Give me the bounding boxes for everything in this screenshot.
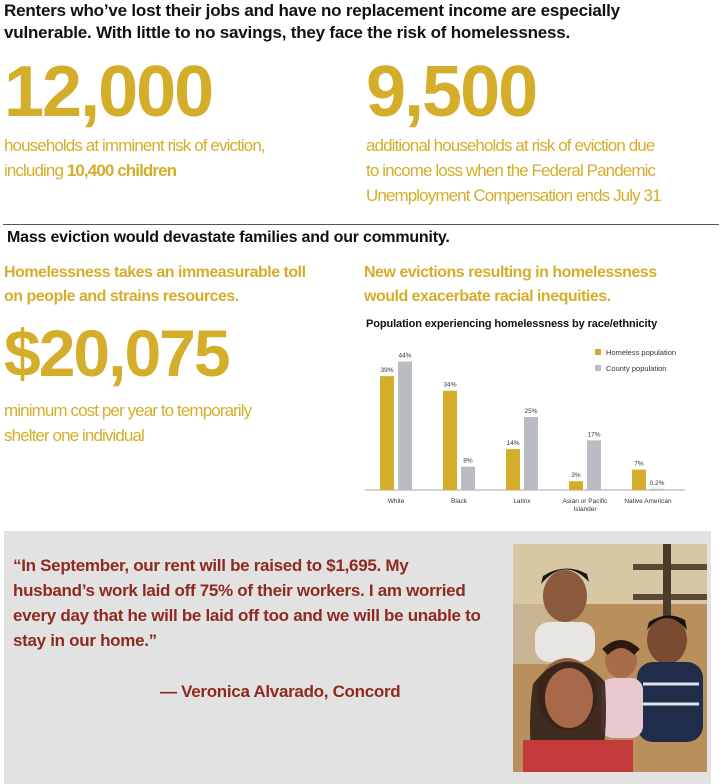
category-label-1-0: Black: [451, 498, 467, 505]
left-sub-line-2: on people and strains resources.: [4, 288, 239, 305]
stat-households-desc: [4, 133, 344, 183]
category-label-0-0: White: [387, 498, 405, 505]
bar-county-0: [398, 362, 412, 490]
stat1-line-2: [4, 158, 344, 183]
stat1-prefix: including: [4, 161, 67, 180]
data-label-homeless-2: 14%: [506, 440, 520, 448]
family-photo: [513, 544, 707, 772]
section-heading: Mass eviction would devastate families and our community.: [7, 229, 450, 246]
category-label-3-0: Asian or Pacific: [562, 498, 608, 505]
bar-homeless-1: [443, 391, 457, 490]
racial-inequities-subheading: [364, 261, 714, 309]
intro-line-2: vulnerable. With little to no savings, they face the risk of homelessness.: [4, 23, 571, 42]
chart-title: Population experiencing homelessness by race/ethnicity: [366, 318, 658, 330]
cost-line-1: minimum cost per year to temporarily: [4, 401, 252, 420]
category-label-2-0: Latinx: [513, 498, 531, 505]
children-count: 10,400 children: [66, 161, 177, 180]
data-label-homeless-3: 3%: [571, 472, 581, 480]
data-label-homeless-4: 7%: [634, 460, 644, 468]
data-label-county-4: 0.2%: [649, 479, 665, 487]
bar-county-3: [587, 440, 601, 490]
homelessness-toll-subheading: [4, 261, 354, 309]
data-label-county-0: 44%: [398, 352, 412, 360]
shelter-cost-desc: [4, 398, 344, 448]
stat2-line-3: Unemployment Compensation ends July 31: [366, 186, 661, 205]
stat1-line-1: households at imminent risk of eviction,: [4, 136, 265, 155]
data-label-homeless-0: 39%: [380, 367, 394, 375]
stat2-line-2: to income loss when the Federal Pandemic: [366, 161, 656, 180]
stat-additional-number: 9,500: [366, 52, 537, 132]
data-label-county-1: 8%: [463, 457, 473, 465]
bar-county-2: [524, 417, 538, 490]
bar-homeless-0: [380, 376, 394, 490]
category-label-3-1: Islander: [573, 506, 597, 513]
bar-homeless-2: [506, 449, 520, 490]
bar-county-1: [461, 467, 475, 490]
intro-line-1: Renters who’ve lost their jobs and have no replacement income are especially: [4, 1, 620, 20]
right-sub-line-1: New evictions resulting in homelessness: [364, 264, 657, 281]
data-label-homeless-1: 34%: [443, 381, 457, 389]
left-sub-line-1: Homelessness takes an immeasurable toll: [4, 264, 306, 281]
bar-county-4: [650, 489, 664, 490]
quote-attribution: — Veronica Alvarado, Concord: [160, 682, 401, 701]
legend-swatch-1: [595, 365, 601, 371]
shelter-cost-number: $20,075: [4, 316, 229, 390]
legend-swatch-0: [595, 349, 601, 355]
homelessness-bar-chart: [355, 336, 715, 516]
stat-households-number: 12,000: [4, 52, 213, 132]
right-sub-line-2: would exacerbate racial inequities.: [364, 288, 611, 305]
legend-label-0: Homeless population: [606, 348, 677, 357]
data-label-county-2: 25%: [524, 408, 538, 415]
stat2-line-1: additional households at risk of eviction due: [366, 136, 655, 155]
cost-line-2: shelter one individual: [4, 426, 144, 445]
resident-quote: “In September, our rent will be raised to $1,695. My husband’s work laid off 75% of their workers. I am worried every day that he will be laid off too and we will be unable to stay in our home.”: [13, 556, 481, 650]
category-label-4-0: Native American: [624, 498, 672, 505]
bar-homeless-3: [569, 481, 583, 490]
stat-additional-desc: [366, 133, 722, 208]
data-label-county-3: 17%: [587, 431, 601, 439]
intro-text: [4, 0, 719, 44]
section-divider: [3, 224, 719, 225]
family-photo-illustration: [513, 544, 707, 772]
legend-label-1: County population: [606, 364, 667, 373]
bar-homeless-4: [632, 470, 646, 490]
